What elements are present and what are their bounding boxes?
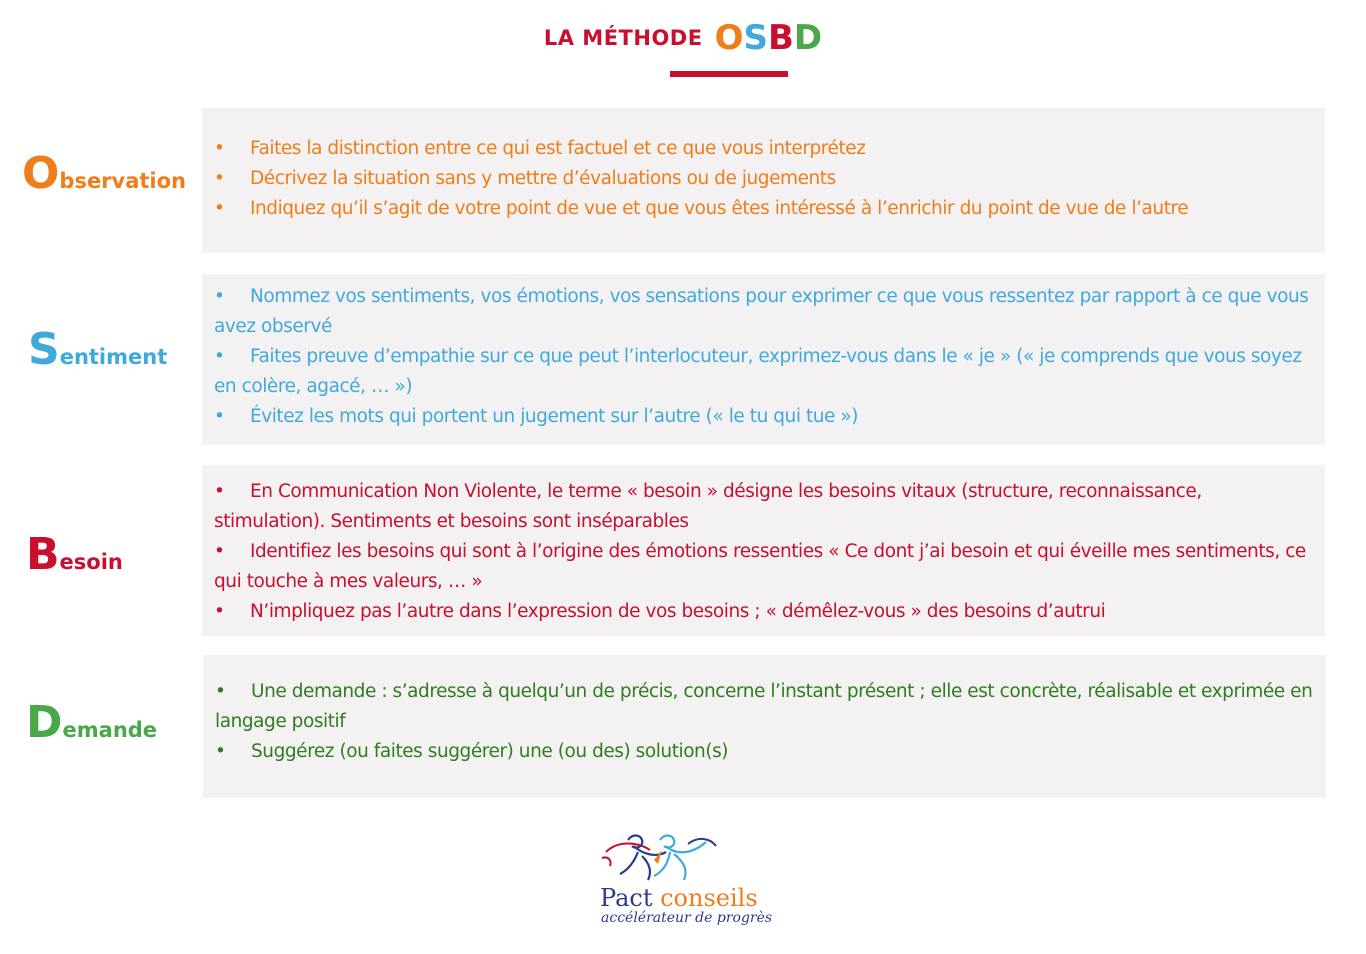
box-sentiment <box>202 274 1325 445</box>
label-initial: B <box>26 529 60 580</box>
bullet: • <box>214 346 225 367</box>
label-rest: emande <box>62 718 158 742</box>
logo-word-pact: Pact <box>600 884 653 912</box>
bullet: • <box>214 138 225 159</box>
page-title <box>0 18 1366 58</box>
item-text: N’impliquez pas l’autre dans l’expression de vos besoins ; « démêlez-vous » des besoins d’autrui <box>250 601 1106 622</box>
list-item <box>214 282 1315 342</box>
label-initial: D <box>26 697 63 748</box>
label-initial: S <box>28 324 60 375</box>
bullet: • <box>215 681 226 702</box>
list-item <box>214 194 1315 224</box>
item-text: Identifiez les besoins qui sont à l’origine des émotions ressenties « Ce dont j’ai besoin et qui éveille mes sentiments, ce qui touche à mes valeurs, … » <box>214 541 1306 592</box>
logo-word-conseils: conseils <box>660 884 758 912</box>
list-item <box>214 597 1315 627</box>
title-letter-b: B <box>767 18 794 58</box>
title-letters <box>715 18 823 58</box>
item-text: Décrivez la situation sans y mettre d’évaluations ou de jugements <box>250 168 836 189</box>
bullet: • <box>215 741 226 762</box>
bullet: • <box>214 168 225 189</box>
list-item <box>214 537 1315 597</box>
label-sentiment <box>28 324 168 375</box>
label-initial: O <box>22 148 60 199</box>
title-letter-d: D <box>793 18 823 58</box>
list-item <box>214 477 1315 537</box>
logo-tagline: accélérateur de progrès <box>601 910 773 926</box>
label-rest: esoin <box>59 550 123 574</box>
item-text: Suggérez (ou faites suggérer) une (ou des) solution(s) <box>251 741 729 762</box>
item-text: Évitez les mots qui portent un jugement sur l’autre (« le tu qui tue ») <box>250 406 859 427</box>
item-text: En Communication Non Violente, le terme « besoin » désigne les besoins vitaux (structure, reconnaissance, stimulation). Sentiments et besoins sont inséparables <box>214 481 1202 532</box>
list-sentiment <box>214 282 1315 432</box>
bullet: • <box>214 601 225 622</box>
label-rest: bservation <box>59 169 187 193</box>
bullet: • <box>214 541 225 562</box>
label-observation <box>22 148 187 199</box>
logo-name <box>600 884 758 912</box>
label-demande <box>26 697 158 748</box>
list-demande <box>215 677 1316 767</box>
list-item <box>214 342 1315 402</box>
title-underline <box>670 71 788 77</box>
item-text: Une demande : s’adresse à quelqu’un de précis, concerne l’instant présent ; elle est concrète, réalisable et exprimée en langage positif <box>215 681 1313 732</box>
bullet: • <box>214 286 225 307</box>
item-text: Faites la distinction entre ce qui est factuel et ce que vous interprétez <box>250 138 866 159</box>
box-demande <box>203 655 1326 798</box>
item-text: Faites preuve d’empathie sur ce que peut l’interlocuteur, exprimez-vous dans le « je » (« je comprends que vous soyez en colère, agacé, … ») <box>214 346 1302 397</box>
title-letter-o: O <box>714 18 744 58</box>
list-observation <box>214 134 1315 224</box>
bullet: • <box>214 481 225 502</box>
bullet: • <box>214 198 225 219</box>
title-letter-s: S <box>743 18 768 58</box>
item-text: Indiquez qu’il s’agit de votre point de vue et que vous êtes intéressé à l’enrichir du point de vue de l’autre <box>250 198 1189 219</box>
list-besoin <box>214 477 1315 627</box>
bullet: • <box>214 406 225 427</box>
list-item <box>214 164 1315 194</box>
list-item <box>214 402 1315 432</box>
list-item <box>215 737 1316 767</box>
list-item <box>215 677 1316 737</box>
title-prefix: LA MÉTHODE <box>543 26 703 50</box>
item-text: Nommez vos sentiments, vos émotions, vos sensations pour exprimer ce que vous ressentez par rapport à ce que vous avez observé <box>214 286 1309 337</box>
box-besoin <box>202 465 1325 636</box>
box-observation <box>202 108 1325 253</box>
list-item <box>214 134 1315 164</box>
label-rest: entiment <box>59 345 168 369</box>
label-besoin <box>26 529 123 580</box>
